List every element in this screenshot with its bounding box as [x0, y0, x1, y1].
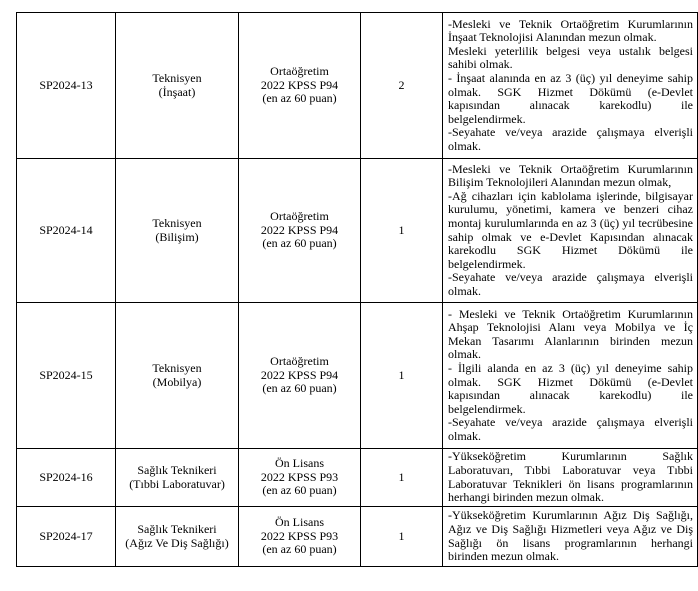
position-title — [116, 159, 239, 303]
requirement-line: montaj kurulumlarında en az 3 (üç) yıl tecrübesine — [448, 215, 693, 230]
requirements — [443, 507, 698, 567]
education-level — [239, 303, 361, 449]
education-level — [239, 13, 361, 159]
requirement-line: kurulumu, yönetimi, kamera ve benzeri cihaz — [448, 202, 693, 217]
position-title-line: (Tıbbi Laboratuvar) — [129, 476, 225, 491]
requirement-line: - Mesleki ve Teknik Ortaöğretim Kurumlarının — [448, 306, 693, 321]
table-row — [17, 13, 698, 159]
requirement-line: -Yükseköğretim Kurumlarının Sağlık — [448, 449, 693, 464]
requirement-line: olmak. — [448, 428, 481, 443]
requirement-line: Laboratuvarı, Tıbbi Laboratuvar veya Tıbbi — [448, 462, 693, 477]
requirement-line: olmak. SGK Hizmet Dökümü (e-Devlet — [448, 84, 693, 99]
requirement-line: belgelendirmek. — [448, 111, 526, 126]
position-title-line: (Ağız Ve Diş Sağlığı) — [125, 535, 229, 550]
table-row — [17, 303, 698, 449]
requirement-line: -Seyahate ve/veya arazide çalışmaya elverişli — [448, 270, 693, 285]
requirement-line: birinden mezun olmak. — [448, 549, 559, 564]
requirement-line: İnşaat Teknolojisi Alanından mezun olmak. — [448, 30, 657, 45]
requirement-line: sahip olmak ve e-Devlet Kapısından alınacak — [448, 229, 693, 244]
education-line: (en az 60 puan) — [262, 483, 337, 498]
education-line: (en az 60 puan) — [262, 91, 337, 106]
requirement-line: - İlgili alanda en az 3 (üç) yıl deneyime sahip — [448, 360, 693, 375]
requirement-line: -Ağ cihazları için kablolama işlerinde, bilgisayar — [448, 188, 693, 203]
education-line: 2022 KPSS P94 — [260, 222, 339, 237]
position-title-line: (İnşaat) — [158, 84, 196, 99]
education-line: (en az 60 puan) — [262, 381, 337, 396]
table-row — [17, 449, 698, 507]
education-line: 2022 KPSS P94 — [260, 367, 339, 382]
position-title-line: (Mobilya) — [152, 374, 202, 389]
requirement-line: herhangi birinden mezun olmak. — [448, 490, 604, 505]
requirement-line: kapısından alınacak karekodlu) ile — [448, 388, 693, 403]
positions-table-body — [17, 13, 698, 567]
position-code: SP2024-14 — [17, 159, 116, 303]
requirement-line: Sağlığı ön lisans programlarının herhangi — [448, 535, 693, 550]
position-code: SP2024-17 — [17, 507, 116, 567]
position-title — [116, 13, 239, 159]
requirement-line: olmak. — [448, 347, 481, 362]
requirement-line: olmak. — [448, 138, 481, 153]
position-count: 1 — [361, 159, 443, 303]
position-title-line: Teknisyen — [152, 70, 202, 85]
education-line: Ortaöğretim — [270, 354, 329, 369]
education-line: Ortaöğretim — [270, 209, 329, 224]
requirement-line: - İnşaat alanında en az 3 (üç) yıl deneyime sahip — [448, 70, 693, 85]
position-code: SP2024-15 — [17, 303, 116, 449]
position-count: 1 — [361, 449, 443, 507]
position-code: SP2024-16 — [17, 449, 116, 507]
requirement-line: -Mesleki ve Teknik Ortaöğretim Kurumlarının — [448, 16, 693, 31]
requirement-line: Ahşap Teknolojisi Alanı veya Mobilya ve İç — [448, 320, 693, 335]
requirements — [443, 449, 698, 507]
requirement-line: -Seyahate ve/veya arazide çalışmaya elverişli — [448, 415, 693, 430]
education-line: Ön Lisans — [275, 456, 324, 471]
requirement-line: -Mesleki ve Teknik Ortaöğretim Kurumlarının — [448, 161, 693, 176]
requirement-line: olmak. — [448, 283, 481, 298]
requirement-line: Bilişim Teknolojileri Alanından mezun olmak, — [448, 175, 672, 190]
education-level — [239, 159, 361, 303]
position-title-line: Sağlık Teknikeri — [137, 521, 217, 536]
position-title — [116, 303, 239, 449]
position-title — [116, 507, 239, 567]
requirement-line: -Seyahate ve/veya arazide çalışmaya elverişli — [448, 125, 693, 140]
education-line: 2022 KPSS P93 — [260, 528, 339, 543]
requirement-line: Mesleki yeterlilik belgesi veya ustalık belgesi — [448, 43, 693, 58]
education-line: (en az 60 puan) — [262, 542, 337, 557]
education-line: Ortaöğretim — [270, 64, 329, 79]
positions-table — [16, 12, 698, 567]
position-title-line: Teknisyen — [152, 360, 202, 375]
education-line: (en az 60 puan) — [262, 236, 337, 251]
requirement-line: olmak. SGK Hizmet Dökümü (e-Devlet — [448, 374, 693, 389]
requirement-line: belgelendirmek. — [448, 256, 526, 271]
position-count: 2 — [361, 13, 443, 159]
requirement-line: Laboratuvar Teknikleri ön lisans programlarının — [448, 476, 693, 491]
position-title-line: Sağlık Teknikeri — [137, 462, 217, 477]
education-level — [239, 507, 361, 567]
requirement-line: kapısından alınacak karekodlu) ile — [448, 98, 693, 113]
requirement-line: belgelendirmek. — [448, 401, 526, 416]
requirement-line: karekodlu SGK Hizmet Dökümü ile — [448, 243, 693, 258]
position-code: SP2024-13 — [17, 13, 116, 159]
position-count: 1 — [361, 507, 443, 567]
requirement-line: sahibi olmak. — [448, 57, 513, 72]
position-title — [116, 449, 239, 507]
position-count: 1 — [361, 303, 443, 449]
education-level — [239, 449, 361, 507]
requirements — [443, 303, 698, 449]
requirement-line: Mekan Tasarımı Alanlarının birinden mezun — [448, 333, 693, 348]
position-title-line: Teknisyen — [152, 215, 202, 230]
education-line: Ön Lisans — [275, 515, 324, 530]
table-row — [17, 159, 698, 303]
table-row — [17, 507, 698, 567]
requirement-line: -Yükseköğretim Kurumlarının Ağız Diş Sağlığı, — [448, 508, 693, 523]
requirements — [443, 13, 698, 159]
requirements — [443, 159, 698, 303]
position-title-line: (Bilişim) — [155, 229, 199, 244]
requirement-line: Ağız ve Diş Sağlığı Hizmetleri veya Ağız ve Diş — [448, 521, 693, 536]
education-line: 2022 KPSS P94 — [260, 77, 339, 92]
education-line: 2022 KPSS P93 — [260, 469, 339, 484]
